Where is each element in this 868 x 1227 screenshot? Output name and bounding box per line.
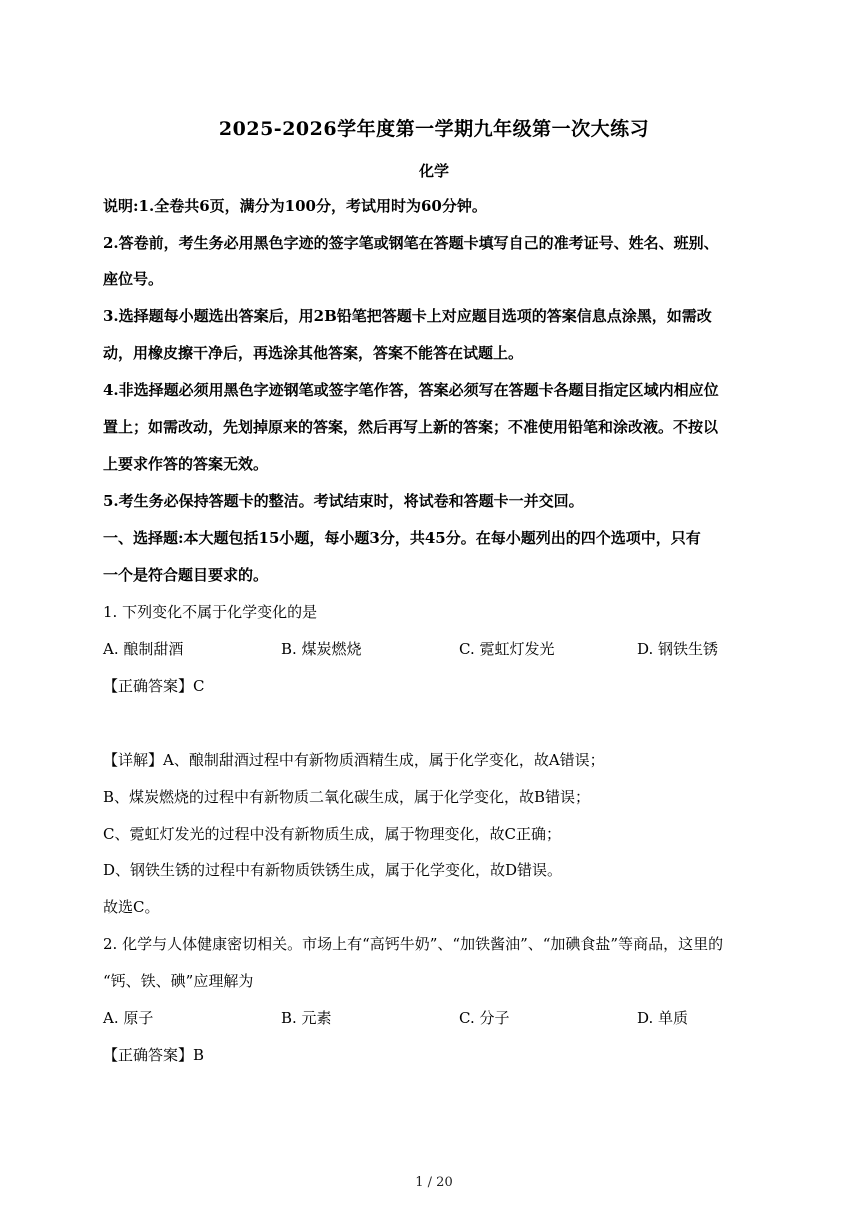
question-2-answer: 【正确答案】B xyxy=(103,1046,205,1064)
page-number: 1 / 20 xyxy=(415,1175,453,1190)
instruction-5: 5.考生务必保持答题卡的整洁。考试结束时，将试卷和答题卡一并交回。 xyxy=(103,492,584,510)
question-1-option-b: B. 煤炭燃烧 xyxy=(281,640,362,658)
section-heading-line-2: 一个是符合题目要求的。 xyxy=(103,566,269,584)
question-1-answer: 【正确答案】C xyxy=(103,677,205,695)
question-1-explain-line: C、霓虹灯发光的过程中没有新物质生成，属于物理变化，故C正确； xyxy=(103,825,561,843)
instruction-1: 说明:1.全卷共6页，满分为100分，考试用时为60分钟。 xyxy=(103,197,487,215)
subject-heading: 化学 xyxy=(418,162,449,180)
question-2-option-b: B. 元素 xyxy=(281,1009,332,1027)
instruction-4-line-2: 置上；如需改动，先划掉原来的答案，然后再写上新的答案；不准使用铅笔和涂改液。不按以 xyxy=(103,418,719,436)
instruction-4-line-1: 4.非选择题必须用黑色字迹钢笔或签字笔作答，答案必须写在答题卡各题目指定区域内相应位 xyxy=(103,381,719,399)
question-1-option-a: A. 酿制甜酒 xyxy=(103,640,184,658)
question-2-option-c: C. 分子 xyxy=(459,1009,510,1027)
question-1-stem: 1. 下列变化不属于化学变化的是 xyxy=(103,603,318,621)
question-1-explain-line: D、钢铁生锈的过程中有新物质铁锈生成，属于化学变化，故D错误。 xyxy=(103,861,563,879)
question-2-stem-line-1: 2. 化学与人体健康密切相关。市场上有“高钙牛奶”、“加铁酱油”、“加碘食盐”等商品，这里的 xyxy=(103,935,724,953)
instruction-2-line-1: 2.答卷前，考生务必用黑色字迹的签字笔或钢笔在答题卡填写自己的准考证号、姓名、班别、 xyxy=(103,234,719,252)
instruction-4-line-3: 上要求作答的答案无效。 xyxy=(103,455,269,473)
question-1-explain-line: 【详解】A、酿制甜酒过程中有新物质酒精生成，属于化学变化，故A错误； xyxy=(103,751,605,769)
question-2-option-d: D. 单质 xyxy=(637,1009,689,1027)
question-1-explain-line: B、煤炭燃烧的过程中有新物质二氧化碳生成，属于化学变化，故B错误； xyxy=(103,788,591,806)
question-1-option-d: D. 钢铁生锈 xyxy=(637,640,719,658)
question-2-stem-line-2: “钙、铁、碘”应理解为 xyxy=(103,972,254,990)
question-2-option-a: A. 原子 xyxy=(103,1009,154,1027)
section-heading-line-1: 一、选择题:本大题包括15小题，每小题3分，共45分。在每小题列出的四个选项中，只有 xyxy=(103,529,701,547)
exam-title: 2025-2026学年度第一学期九年级第一次大练习 xyxy=(218,118,650,140)
instruction-3-line-2: 动，用橡皮擦干净后，再选涂其他答案，答案不能答在试题上。 xyxy=(103,344,524,362)
instruction-3-line-1: 3.选择题每小题选出答案后，用2B铅笔把答题卡上对应题目选项的答案信息点涂黑，如需改 xyxy=(103,307,712,325)
instruction-2-line-2: 座位号。 xyxy=(103,270,164,288)
question-1-option-c: C. 霓虹灯发光 xyxy=(459,640,555,658)
question-1-conclusion: 故选C。 xyxy=(103,898,160,916)
